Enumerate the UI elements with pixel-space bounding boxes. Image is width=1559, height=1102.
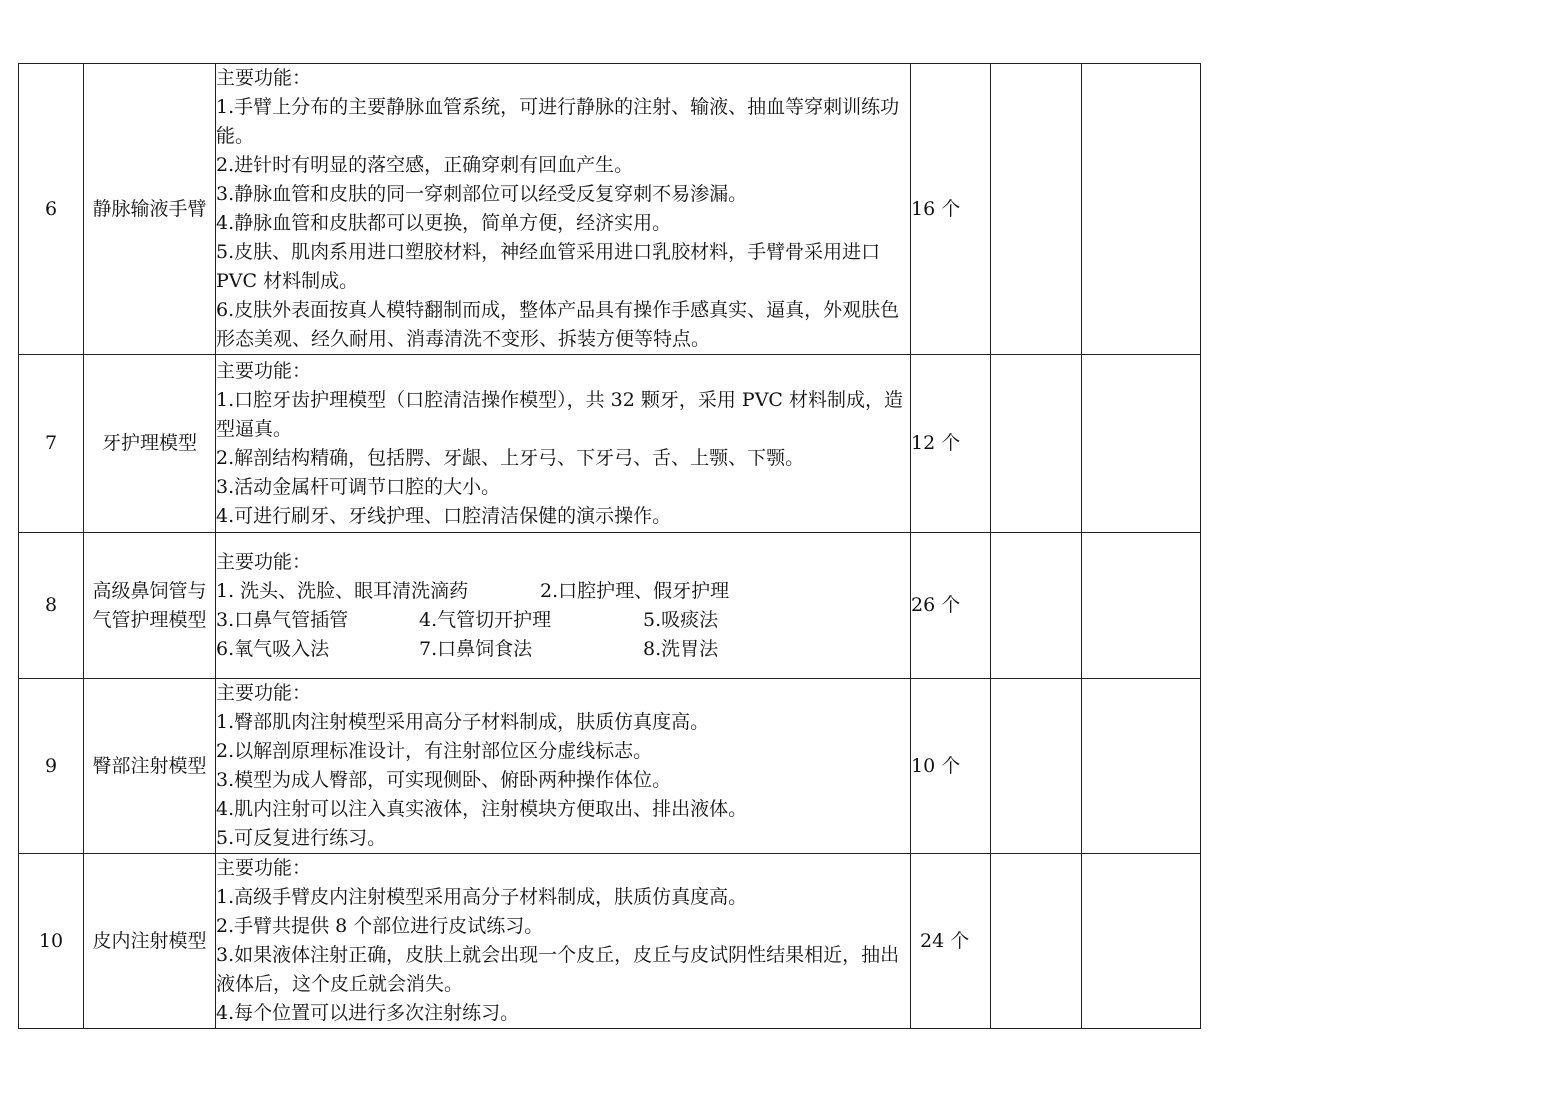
- description-line: 3.模型为成人臀部，可实现侧卧、俯卧两种操作体位。: [216, 769, 672, 791]
- function-item: 8.洗胃法: [643, 637, 719, 660]
- row-number: 10: [19, 854, 84, 1029]
- description-line: 2.以解剖原理标准设计，有注射部位区分虚线标志。: [216, 740, 653, 762]
- item-quantity: 10 个: [911, 679, 991, 854]
- function-item: 5.吸痰法: [643, 608, 719, 631]
- description-grid-line: [216, 577, 910, 606]
- description-line: 1.口腔牙齿护理模型（口腔清洁操作模型），共 32 颗牙，采用 PVC 材料制成，造型逼真。: [216, 388, 904, 440]
- table-row: [19, 854, 1201, 1029]
- item-name: 臀部注射模型: [84, 679, 216, 854]
- description-line: 4.肌内注射可以注入真实液体，注射模块方便取出、排出液体。: [216, 798, 748, 820]
- description-line: 3.如果液体注射正确，皮肤上就会出现一个皮丘，皮丘与皮试阴性结果相近，抽出液体后，这个皮丘就会消失。: [216, 944, 900, 995]
- function-item: 6.氧气吸入法: [216, 637, 330, 660]
- table-row: [19, 355, 1201, 533]
- function-item: 4.气管切开护理: [419, 608, 552, 631]
- item-quantity: 24 个: [911, 854, 991, 1029]
- description-line: 3.活动金属杆可调节口腔的大小。: [216, 475, 501, 498]
- item-quantity: 26 个: [911, 533, 991, 679]
- function-item: 3.口鼻气管插管: [216, 608, 349, 631]
- empty-cell: [1082, 854, 1201, 1029]
- row-number: 7: [19, 355, 84, 533]
- empty-cell: [991, 64, 1082, 355]
- description-heading: 主要功能：: [216, 857, 312, 879]
- item-description: [216, 533, 911, 679]
- description-grid-line: [216, 635, 910, 664]
- item-description: [216, 64, 911, 355]
- description-line: 2.解剖结构精确，包括腭、牙龈、上牙弓、下牙弓、舌、上颚、下颚。: [216, 446, 805, 469]
- empty-cell: [991, 679, 1082, 854]
- function-item: 7.口鼻饲食法: [419, 637, 533, 660]
- empty-cell: [991, 854, 1082, 1029]
- description-line: 5.可反复进行练习。: [216, 827, 387, 849]
- row-number: 6: [19, 64, 84, 355]
- row-number: 8: [19, 533, 84, 679]
- description-line: 4.静脉血管和皮肤都可以更换，简单方便，经济实用。: [216, 212, 672, 234]
- description-line: 1.手臂上分布的主要静脉血管系统，可进行静脉的注射、输液、抽血等穿刺训练功能。: [216, 96, 900, 147]
- description-line: 3.静脉血管和皮肤的同一穿刺部位可以经受反复穿刺不易渗漏。: [216, 183, 748, 205]
- empty-cell: [991, 355, 1082, 533]
- equipment-spec-table: [18, 63, 1201, 1029]
- item-name: 高级鼻饲管与气管护理模型: [84, 533, 216, 679]
- description-heading: 主要功能：: [216, 359, 312, 382]
- description-line: 1.高级手臂皮内注射模型采用高分子材料制成，肤质仿真度高。: [216, 886, 748, 908]
- description-line: 2.进针时有明显的落空感，正确穿刺有回血产生。: [216, 154, 634, 176]
- description-heading: 主要功能：: [216, 682, 312, 704]
- description-line: 4.每个位置可以进行多次注射练习。: [216, 1002, 520, 1024]
- item-description: [216, 679, 911, 854]
- empty-cell: [991, 533, 1082, 679]
- item-name: 皮内注射模型: [84, 854, 216, 1029]
- empty-cell: [1082, 679, 1201, 854]
- description-grid-line: [216, 606, 910, 635]
- empty-cell: [1082, 64, 1201, 355]
- item-quantity: 16 个: [911, 64, 991, 355]
- description-line: 5.皮肤、肌肉系用进口塑胶材料，神经血管采用进口乳胶材料，手臂骨采用进口 PVC 材料制成。: [216, 241, 881, 292]
- description-line: 6.皮肤外表面按真人模特翻制而成，整体产品具有操作手感真实、逼真，外观肤色形态美观、经久耐用、消毒清洗不变形、拆装方便等特点。: [216, 299, 900, 350]
- table-row: [19, 533, 1201, 679]
- description-line: 1.臀部肌肉注射模型采用高分子材料制成，肤质仿真度高。: [216, 711, 710, 733]
- item-description: [216, 854, 911, 1029]
- table-row: [19, 64, 1201, 355]
- row-number: 9: [19, 679, 84, 854]
- empty-cell: [1082, 355, 1201, 533]
- item-quantity: 12 个: [911, 355, 991, 533]
- item-name: 静脉输液手臂: [84, 64, 216, 355]
- item-description: [216, 355, 911, 533]
- table-row: [19, 679, 1201, 854]
- function-item: 1. 洗头、洗脸、眼耳清洗滴药: [216, 579, 469, 602]
- item-name: 牙护理模型: [84, 355, 216, 533]
- function-item: 2.口腔护理、假牙护理: [540, 579, 730, 602]
- description-heading: 主要功能：: [216, 67, 312, 89]
- description-line: 4.可进行刷牙、牙线护理、口腔清洁保健的演示操作。: [216, 504, 672, 527]
- empty-cell: [1082, 533, 1201, 679]
- description-line: 2.手臂共提供 8 个部位进行皮试练习。: [216, 915, 544, 937]
- description-heading: 主要功能：: [216, 550, 312, 573]
